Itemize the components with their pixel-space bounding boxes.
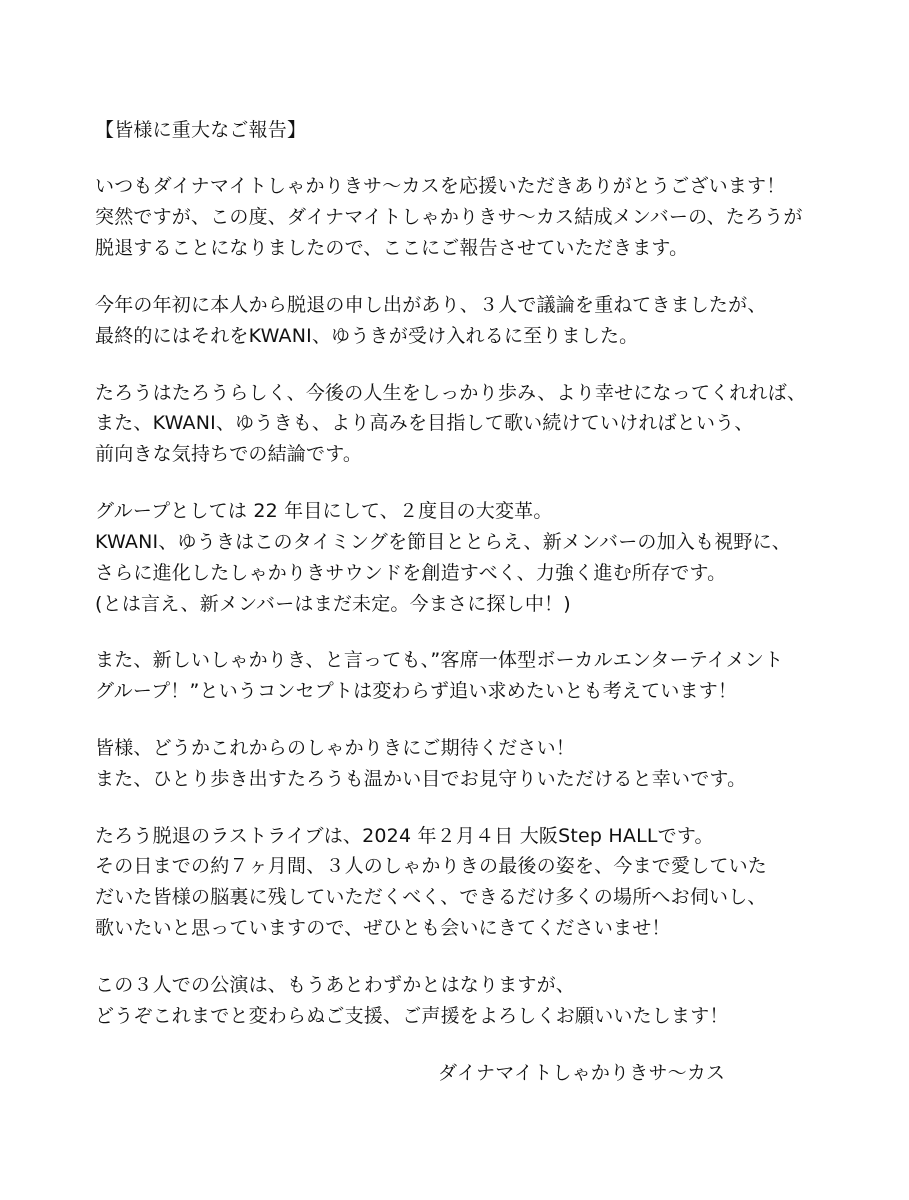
letter-line-11: さらに進化したしゃかりきサウンドを創造すべく、力強く進む所存です。 [95,562,727,584]
letter-title: 【皆様に重大なご報告】 [95,119,307,141]
letter-line-13: また、新しいしゃかりき、と言っても、”客席一体型ボーカルエンターテイメント [95,649,784,671]
letter-line-17: たろう脱退のラストライブは、2024 年２月４日 大阪Step HALLです。 [95,825,714,847]
letter-line-10: KWANI、ゆうきはこのタイミングを節目ととらえ、新メンバーの加入も視野に、 [95,531,791,553]
letter-signature: ダイナマイトしゃかりきサ〜カス [438,1062,726,1084]
letter-line-19: だいた皆様の脳裏に残していただくべく、できるだけ多くの場所へお伺いし、 [95,886,767,908]
letter-line-15: 皆様、どうかこれからのしゃかりきにご期待ください！ [95,737,576,759]
letter-line-5: 最終的にはそれをKWANI、ゆうきが受け入れるに至りました。 [95,325,639,347]
letter-line-4: 今年の年初に本人から脱退の申し出があり、３人で議論を重ねてきましたが、 [95,294,767,316]
letter-line-3: 脱退することになりましたので、ここにご報告させていただきます。 [95,237,689,259]
letter-line-16: また、ひとり歩き出すたろうも温かい目でお見守りいただけると幸いです。 [95,768,747,790]
letter-line-9: グループとしては 22 年目にして、２度目の大変革。 [95,500,553,522]
letter-line-6: たろうはたろうらしく、今後の人生をしっかり歩み、より幸せになってくれれば、 [95,382,807,404]
letter-line-14: グループ！”というコンセプトは変わらず追い求めたいとも考えています！ [95,680,738,702]
letter-line-8: 前向きな気持ちでの結論です。 [95,443,363,465]
letter-line-20: 歌いたいと思っていますので、ぜひとも会いにきてくださいませ！ [95,917,671,939]
letter-line-21: この３人での公演は、もうあとわずかとはなりますが、 [95,974,576,996]
letter-line-1: いつもダイナマイトしゃかりきサ〜カスを応援いただきありがとうございます！ [95,175,786,197]
letter-line-12: (とは言え、新メンバーはまだ未定。今まさに探し中！) [95,593,571,615]
letter-line-22: どうぞこれまでと変わらぬご支援、ご声援をよろしくお願いいたします！ [95,1005,729,1027]
letter-line-7: また、KWANI、ゆうきも、より高みを目指して歌い続けていければという、 [95,412,754,434]
letter-line-18: その日までの約７ヶ月間、３人のしゃかりきの最後の姿を、今まで愛していた [95,855,768,877]
letter-line-2: 突然ですが、この度、ダイナマイトしゃかりきサ〜カス結成メンバーの、たろうが [95,206,803,228]
